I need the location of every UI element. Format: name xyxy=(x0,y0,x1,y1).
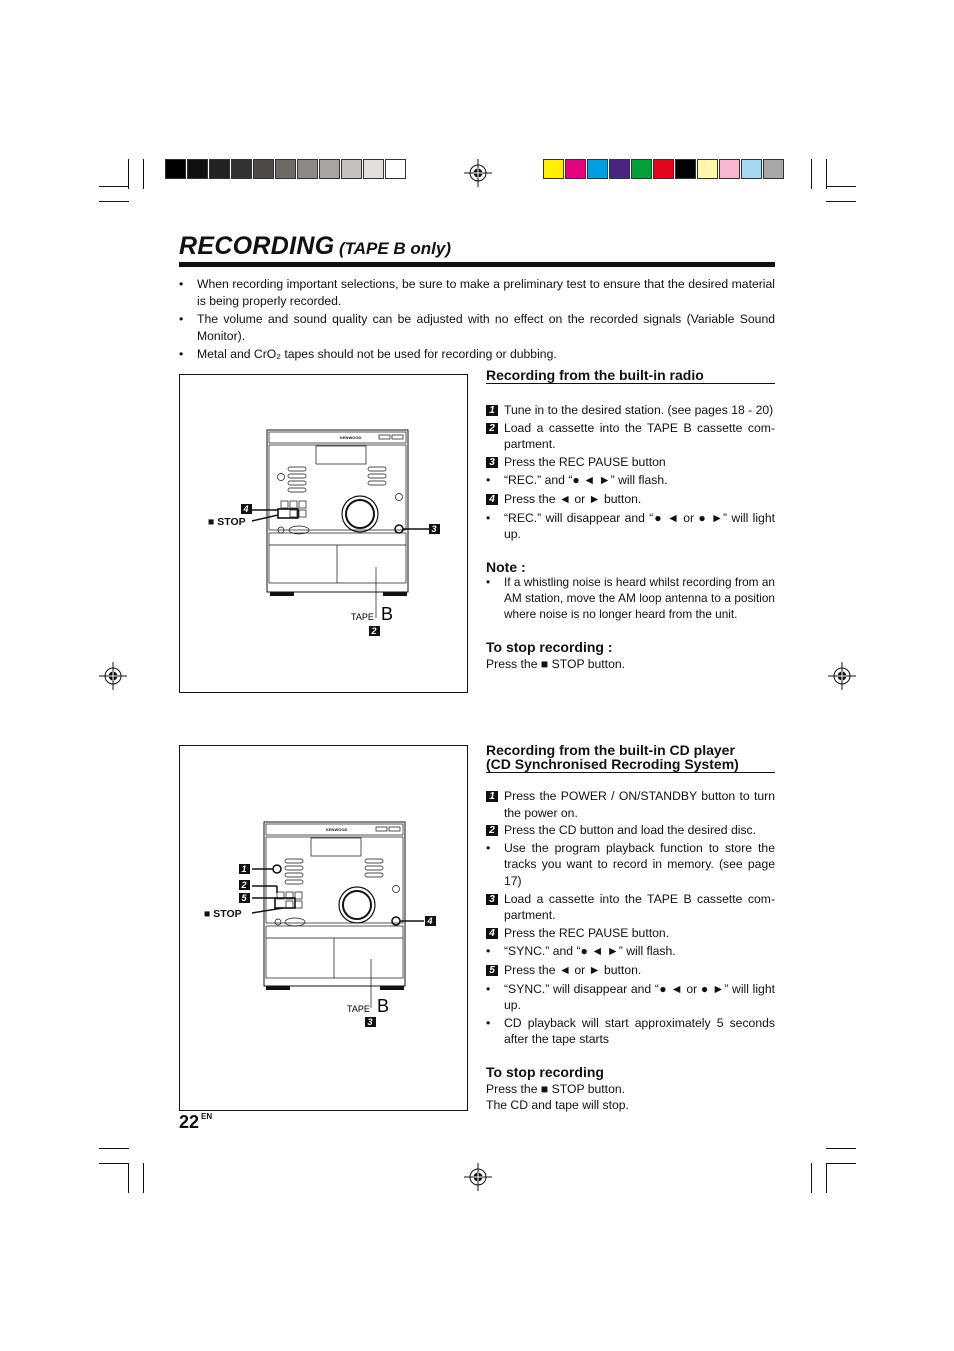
page-lang: EN xyxy=(201,1112,213,1121)
radio-section xyxy=(486,368,775,672)
color-swatch xyxy=(697,159,718,179)
stop-label: ■ STOP xyxy=(204,908,242,920)
registration-mark-bottom xyxy=(464,1163,492,1191)
stop-label: ■ STOP xyxy=(208,516,246,528)
tape-label: TAPE xyxy=(351,612,374,622)
step-number: 4 xyxy=(486,928,498,939)
cd-section xyxy=(486,743,775,1114)
cd-step-bullet: • “SYNC.” will disappear and “● ◄ or ● ►” will light up. xyxy=(486,981,775,1014)
cd-step xyxy=(486,822,775,839)
color-swatch xyxy=(565,159,586,179)
radio-stop-heading: To stop recording : xyxy=(486,639,613,656)
color-swatch xyxy=(363,159,384,179)
stereo-illustration-1 xyxy=(180,375,467,692)
color-swatch xyxy=(275,159,296,179)
step-number: 1 xyxy=(486,405,498,416)
color-swatch xyxy=(609,159,630,179)
color-swatch xyxy=(319,159,340,179)
color-swatch xyxy=(719,159,740,179)
callout-2: 2 xyxy=(371,626,377,636)
callout-5: 5 xyxy=(241,893,247,903)
color-swatch xyxy=(165,159,186,179)
color-swatch xyxy=(341,159,362,179)
radio-heading: Recording from the built-in radio xyxy=(486,368,775,384)
radio-step xyxy=(486,454,775,471)
intro-bullet: • The volume and sound quality can be adjusted with no effect on the recorded signals (Variable Sound Monitor). xyxy=(179,311,775,344)
brand-logo: KENWOOD xyxy=(340,435,362,440)
step-text: Tune in to the desired station. (see pages 18 - 20) xyxy=(504,403,774,417)
step-text: Press the CD button and load the desired disc. xyxy=(504,823,757,838)
stereo-illustration-2 xyxy=(180,746,467,1110)
color-swatch xyxy=(187,159,208,179)
radio-step xyxy=(486,420,775,453)
step-number: 1 xyxy=(486,791,498,802)
radio-step xyxy=(486,491,775,508)
cd-step xyxy=(486,891,775,924)
color-strip xyxy=(543,159,785,179)
color-swatch xyxy=(385,159,406,179)
intro-bullets xyxy=(179,276,775,365)
radio-step-bullet: • “REC.” will disappear and “● ◄ or ● ►” will light up. xyxy=(486,510,775,543)
callout-3: 3 xyxy=(431,524,437,534)
callout-3: 3 xyxy=(367,1017,373,1027)
callout-2: 2 xyxy=(241,880,247,890)
step-text: Press the ◄ or ► button. xyxy=(504,491,642,506)
color-swatch xyxy=(631,159,652,179)
cd-step xyxy=(486,788,775,821)
step-text: Press the ◄ or ► button. xyxy=(504,962,642,977)
cd-heading-line2: (CD Synchronised Recroding System) xyxy=(486,756,739,772)
note-heading: Note : xyxy=(486,558,526,575)
cd-heading-line1: Recording from the built-in CD player xyxy=(486,742,735,758)
title-rule xyxy=(179,262,775,267)
color-swatch xyxy=(653,159,674,179)
step-text: Press the POWER / ON/STANDBY button to turn the power on. xyxy=(504,789,775,820)
color-swatch xyxy=(297,159,318,179)
callout-4: 4 xyxy=(243,504,249,514)
figure-radio-recording xyxy=(179,374,468,693)
cd-step-bullet: • “SYNC.” and “● ◄ ►” will flash. xyxy=(486,943,775,960)
cd-step xyxy=(486,925,775,942)
step-text: Press the REC PAUSE button xyxy=(504,454,666,469)
callout-1: 1 xyxy=(241,864,247,874)
step-number: 2 xyxy=(486,423,498,434)
radio-step-bullet: • “REC.” and “● ◄ ►” will flash. xyxy=(486,472,775,489)
tape-letter: B xyxy=(381,604,394,624)
tape-label: TAPE xyxy=(347,1004,370,1014)
cd-stop-text-2: The CD and tape will stop. xyxy=(486,1098,629,1113)
color-swatch xyxy=(587,159,608,179)
radio-step xyxy=(486,402,775,419)
note-bullet: • If a whistling noise is heard whilst recording from an AM station, move the AM loop antenna to a position where noise is no longer heard from the unit. xyxy=(486,575,775,622)
step-text: Press the REC PAUSE button. xyxy=(504,925,670,940)
cd-step-bullet: • CD playback will start approximately 5 seconds after the tape starts xyxy=(486,1015,775,1048)
step-text: Load a cassette into the TAPE B cassette com-partment. xyxy=(504,420,775,452)
title-main: RECORDING xyxy=(179,232,335,260)
title-subtitle: (TAPE B only) xyxy=(338,239,452,258)
color-swatch xyxy=(675,159,696,179)
cd-step xyxy=(486,962,775,979)
color-swatch xyxy=(543,159,564,179)
step-text: Load a cassette into the TAPE B cassette com-partment. xyxy=(504,891,775,923)
cd-step-bullet: • Use the program playback function to store the tracks you want to record in memory. (see page 17) xyxy=(486,840,775,890)
cd-heading xyxy=(486,743,775,773)
brand-logo: KENWOOD xyxy=(326,827,348,832)
step-number: 3 xyxy=(486,894,498,905)
step-number: 5 xyxy=(486,965,498,976)
intro-bullet: • When recording important selections, be sure to make a preliminary test to ensure that the desired material is being properly recorded. xyxy=(179,276,775,309)
grayscale-strip xyxy=(165,159,407,179)
callout-4: 4 xyxy=(427,916,433,926)
step-number: 4 xyxy=(486,494,498,505)
registration-mark-left xyxy=(99,662,127,690)
page-number xyxy=(179,1112,212,1133)
color-swatch xyxy=(253,159,274,179)
intro-bullet: • Metal and CrO₂ tapes should not be used for recording or dubbing. xyxy=(179,346,775,363)
page-number-value: 22 xyxy=(179,1112,200,1132)
page-title xyxy=(179,232,775,261)
radio-stop-text: Press the ■ STOP button. xyxy=(486,656,626,671)
cd-stop-text-1: Press the ■ STOP button. xyxy=(486,1081,626,1096)
color-swatch xyxy=(231,159,252,179)
color-swatch xyxy=(741,159,762,179)
registration-mark-right xyxy=(828,662,856,690)
color-swatch xyxy=(763,159,784,179)
registration-mark-top xyxy=(464,159,492,187)
step-number: 3 xyxy=(486,457,498,468)
color-swatch xyxy=(209,159,230,179)
cd-stop-heading: To stop recording xyxy=(486,1063,604,1080)
step-number: 2 xyxy=(486,825,498,836)
figure-cd-recording xyxy=(179,745,468,1111)
tape-letter: B xyxy=(377,996,390,1016)
